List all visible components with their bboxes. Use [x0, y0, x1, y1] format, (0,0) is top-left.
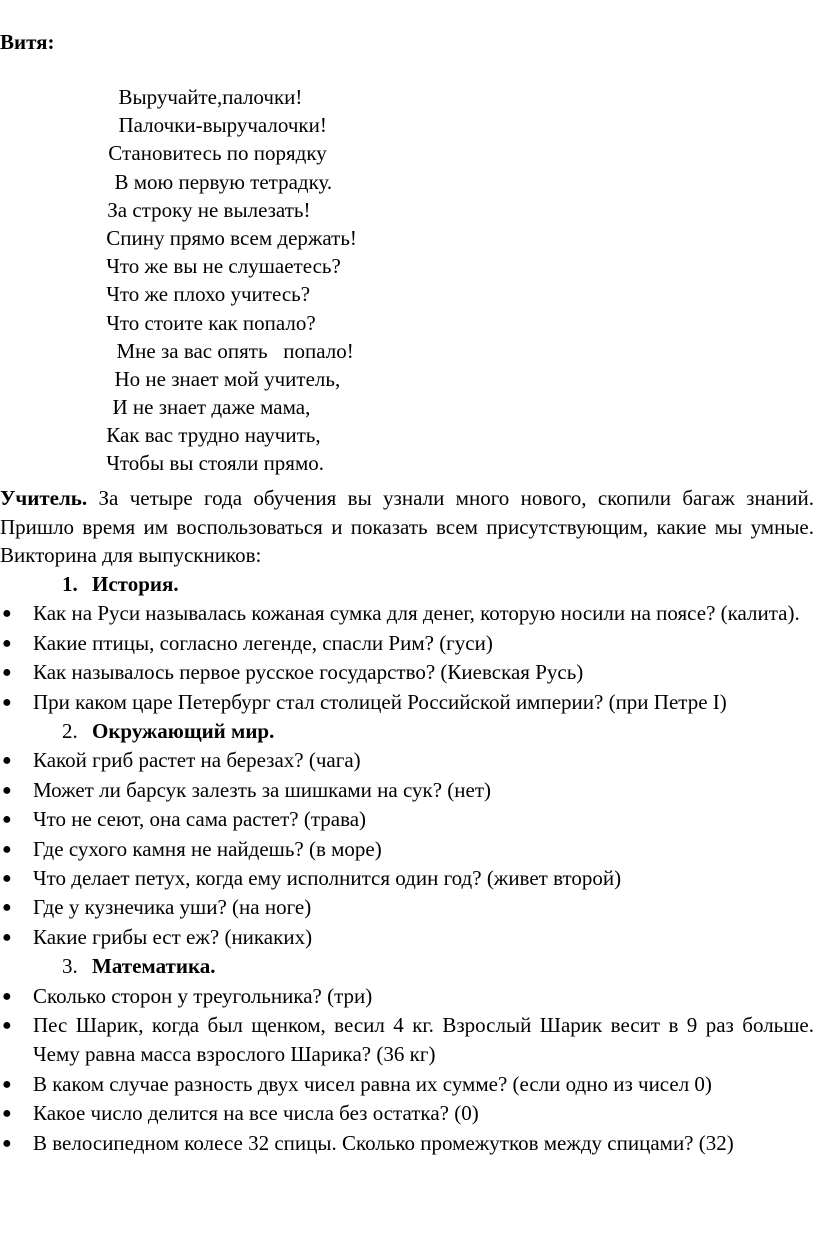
list-item: ● Сколько сторон у треугольника? (три)	[0, 982, 814, 1011]
question-list-world	[0, 746, 816, 952]
list-item: ● При каком царе Петербург стал столицей Российской империи? (при Петре I)	[0, 688, 814, 717]
list-item: ● Какое число делится на все числа без остатка? (0)	[0, 1099, 814, 1128]
list-item: ● Как называлось первое русское государство? (Киевская Русь)	[0, 658, 814, 687]
bullet-icon: ●	[2, 664, 12, 682]
question-list-history	[0, 599, 816, 717]
poem-line: Палочки-выручалочки!	[108, 113, 327, 138]
teacher-paragraph	[0, 484, 814, 570]
list-item: ● Может ли барсук залезть за шишками на сук? (нет)	[0, 776, 814, 805]
list-item: ● Что не сеют, она сама растет? (трава)	[0, 805, 814, 834]
list-item: ● Что делает петух, когда ему исполнится один год? (живет второй)	[0, 864, 814, 893]
bullet-icon: ●	[2, 1134, 12, 1152]
teacher-text: За четыре года обучения вы узнали много нового, скопили багаж знаний. Пришло время им воспользоваться и показать всем присутствующим, какие мы умные. Викторина для выпускников:	[0, 486, 814, 568]
poem-line: Как вас трудно научить,	[101, 423, 321, 448]
bullet-icon: ●	[2, 840, 12, 858]
section-title-history: 1. История.	[62, 572, 179, 596]
bullet-icon: ●	[2, 1075, 12, 1093]
bullet-icon: ●	[2, 1017, 12, 1035]
bullet-icon: ●	[2, 781, 12, 799]
bullet-icon: ●	[2, 987, 12, 1005]
list-item: ● Где сухого камня не найдешь? (в море)	[0, 835, 814, 864]
bullet-icon: ●	[2, 693, 12, 711]
quiz	[0, 570, 816, 1158]
bullet-icon: ●	[2, 605, 12, 623]
bullet-icon: ●	[2, 899, 12, 917]
poem-line: Выручайте,палочки!	[108, 85, 303, 109]
poem-line: И не знает даже мама,	[102, 395, 311, 420]
poem	[0, 83, 357, 478]
section-title-world: 2. Окружающий мир.	[62, 719, 275, 744]
poem-line: Что стоите как попало?	[101, 310, 316, 335]
list-item: ● Какие грибы ест еж? (никаких)	[0, 923, 814, 952]
bullet-icon: ●	[2, 811, 12, 829]
teacher-label: Учитель.	[0, 486, 88, 510]
section-title-math: 3. Математика.	[62, 954, 216, 979]
list-item: ● В велосипедном колесе 32 спицы. Сколько промежутков между спицами? (32)	[0, 1129, 814, 1158]
poem-line: За строку не вылезать!	[102, 197, 311, 222]
poem-line: В мою первую тетрадку.	[104, 169, 333, 194]
poem-line: Становитесь по порядку	[103, 141, 327, 166]
list-item: ● Какой гриб растет на березах? (чага)	[0, 746, 814, 775]
list-item: ● В каком случае разность двух чисел равна их сумме? (если одно из чисел 0)	[0, 1070, 814, 1099]
bullet-icon: ●	[2, 870, 12, 888]
poem-line: Но не знает мой учитель,	[104, 366, 341, 391]
bullet-icon: ●	[2, 1105, 12, 1123]
bullet-icon: ●	[2, 928, 12, 946]
speaker-label: Витя:	[0, 30, 55, 54]
list-item: ● Где у кузнечика уши? (на ноге)	[0, 893, 814, 922]
bullet-icon: ●	[2, 752, 12, 770]
poem-line: Что же вы не слушаетесь?	[101, 254, 341, 279]
bullet-icon: ●	[2, 634, 12, 652]
poem-line: Что же плохо учитесь?	[101, 282, 311, 307]
poem-line: Чтобы вы стояли прямо.	[101, 451, 325, 476]
list-item: ● Какие птицы, согласно легенде, спасли Рим? (гуси)	[0, 629, 814, 658]
list-item: ● Как на Руси называлась кожаная сумка для денег, которую носили на поясе? (калита).	[0, 599, 814, 628]
question-list-math	[0, 982, 816, 1158]
list-item: ● Пес Шарик, когда был щенком, весил 4 кг. Взрослый Шарик весит в 9 раз больше. Чему равна масса взрослого Шарика? (36 кг)	[2, 1013, 814, 1067]
poem-line: Мне за вас опять попало!	[106, 338, 354, 363]
poem-line: Спину прямо всем держать!	[101, 225, 357, 250]
